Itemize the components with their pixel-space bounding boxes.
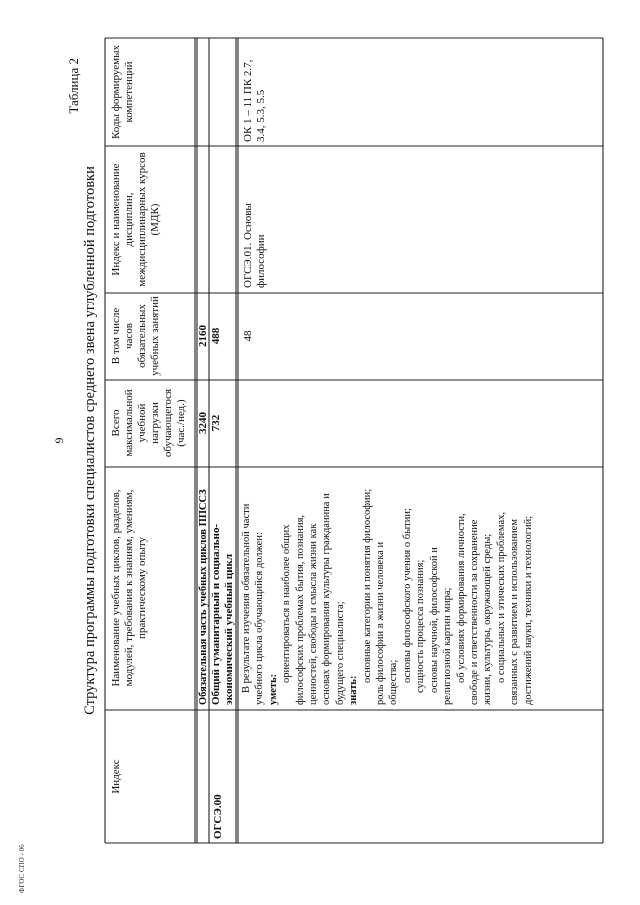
philosophy-classes: 48 (242, 330, 254, 342)
requirement-line: роль философии в жизни человека и (375, 541, 387, 705)
requirement-line: достижений науки, техники и технологий; (522, 515, 534, 705)
ogse-index: ОГСЭ.00 (212, 794, 224, 839)
philosophy-requirements (240, 469, 535, 705)
requirement-line: сущность процесса познания; (415, 559, 427, 693)
header-competencies: Коды формируемых компетенций (110, 45, 135, 139)
requirement-line: ценностей, свободы и смысла жизни как (308, 523, 320, 705)
requirement-line: учебного цикла обучающийся должен: (254, 532, 266, 705)
ogse-classes: 488 (210, 327, 222, 345)
mandatory-part-total: 3240 (197, 412, 209, 434)
table-title: Структура программы подготовки специалистов среднего звена углубленной подготовки (82, 166, 98, 715)
requirement-line: философских проблемах бытия, познания, (294, 514, 306, 705)
header-index: Индекс (110, 759, 122, 794)
requirement-line: основы философского учения о бытии; (401, 508, 413, 683)
requirement-line: религиозной картин мира; (442, 587, 454, 705)
requirement-line: об условиях формирования личности, (455, 513, 467, 683)
requirement-line: свободе и ответственности за сохранение (468, 519, 480, 705)
requirement-line: жизни, культуры, окружающей среды; (482, 533, 494, 705)
requirement-line: общества; (388, 659, 400, 705)
table-label: Таблица 2 (66, 58, 81, 114)
requirement-line: о социальных и этических проблемах, (495, 512, 507, 683)
mandatory-part-name: Обязательная часть учебных циклов ППССЗ (198, 489, 209, 705)
footer-label: ФГОС СПО - 06 (18, 844, 26, 893)
philosophy-competencies: ОК 1 – 11 ПК 2.7, 3.4, 5.3, 5.5 (242, 59, 267, 142)
requirement-line: ориентироваться в наиболее общих (281, 524, 293, 683)
ogse-name: Общий гуманитарный и социально-экономический учебный цикл (210, 523, 235, 705)
requirement-line: будущего специалиста; (334, 601, 346, 705)
header-name: Наименование учебных циклов, разделов, модулей, требования к знаниям, умениям, практическому опыту (110, 489, 148, 687)
requirement-line: В результате изучения обязательной части (241, 503, 252, 693)
header-total: Всего максимальной учебной нагрузки обучающегося (час./нед.) (110, 388, 187, 458)
philosophy-discipline: ОГСЭ.01. Основы философии (242, 203, 267, 288)
ogse-total: 732 (210, 414, 222, 432)
header-discipline: Индекс и наименование дисциплин, междисциплинарных курсов (МДК) (110, 152, 161, 287)
requirement-heading: знать: (348, 675, 360, 705)
requirement-line: основы научной, философской и (428, 547, 440, 693)
page-number: 9 (52, 437, 66, 444)
requirement-line: основах формирования культуры гражданина и (321, 493, 333, 705)
requirement-heading: уметь: (267, 673, 279, 705)
rotated-content (52, 28, 612, 853)
header-classes: В том числе часов обязательных учебных занятий (110, 296, 161, 376)
mandatory-part-classes: 2160 (197, 325, 209, 347)
requirement-line: основные категории и понятия философии; (361, 488, 373, 683)
requirement-line: связанных с развитием и использованием (509, 519, 521, 705)
